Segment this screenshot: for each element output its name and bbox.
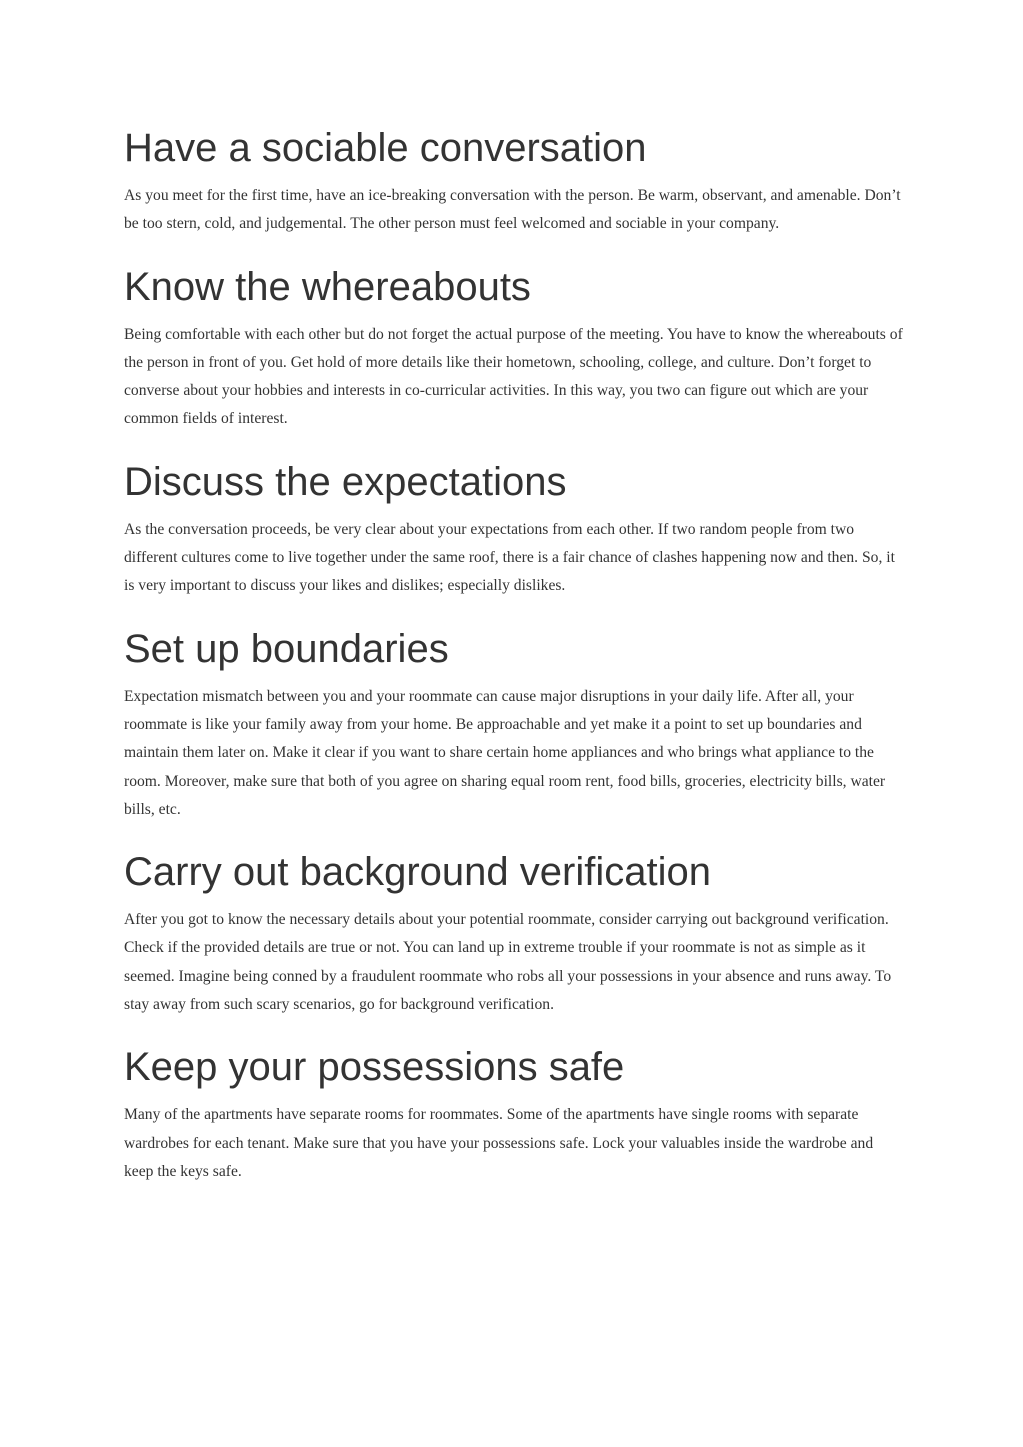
section-possessions-safe	[124, 1043, 904, 1186]
section-whereabouts	[124, 263, 904, 434]
section-heading: Discuss the expectations	[124, 459, 567, 504]
section-boundaries	[124, 625, 904, 824]
section-heading: Carry out background verification	[124, 850, 711, 895]
section-background-verification	[124, 848, 904, 1019]
section-heading: Keep your possessions safe	[124, 1045, 625, 1090]
section-sociable-conversation	[124, 124, 904, 239]
section-body: Expectation mismatch between you and your roommate can cause major disruptions in your daily life. After all, your roommate is like your family away from your home. Be approachable and yet make it a point to set up boundaries and maintain them later on. Make it clear if you want to share certain home appliances and who brings what appliance to the room. Moreover, make sure that both of you agree on sharing equal room rent, food bills, groceries, electricity bills, water bills, etc.	[124, 687, 886, 818]
section-body: Many of the apartments have separate rooms for roommates. Some of the apartments have single rooms with separate wardrobes for each tenant. Make sure that you have your possessions safe. Lock your valuables inside the wardrobe and keep the keys safe.	[124, 1106, 874, 1180]
document-page	[124, 118, 904, 1210]
section-body: As the conversation proceeds, be very clear about your expectations from each other. If two random people from two different cultures come to live together under the same roof, there is a fair chance of clashes happening now and then. So, it is very important to discuss your likes and dislikes; especially dislikes.	[124, 520, 895, 595]
section-heading: Have a sociable conversation	[124, 126, 647, 170]
section-expectations	[124, 458, 904, 601]
section-heading: Know the whereabouts	[124, 264, 531, 309]
section-body: After you got to know the necessary details about your potential roommate, consider carrying out background verification. Check if the provided details are true or not. You can land up in extreme trouble if your roommate is not as simple as it seemed. Imagine being conned by a fraudulent roommate who robs all your possessions in your absence and runs away. To stay away from such scary scenarios, go for background verification.	[124, 911, 892, 1014]
section-body: Being comfortable with each other but do not forget the actual purpose of the meeting. You have to know the whereabouts of the person in front of you. Get hold of more details like their hometown, schooling, college, and culture. Don’t forget to converse about your hobbies and interests in co-curricular activities. In this way, you two can figure out which are your common fields of interest.	[124, 325, 903, 428]
section-heading: Set up boundaries	[124, 626, 449, 671]
section-body: As you meet for the first time, have an ice-breaking conversation with the person. Be warm, observant, and amenable. Don’t be too stern, cold, and judgemental. The other person must feel welcomed and sociable in your company.	[124, 187, 901, 233]
